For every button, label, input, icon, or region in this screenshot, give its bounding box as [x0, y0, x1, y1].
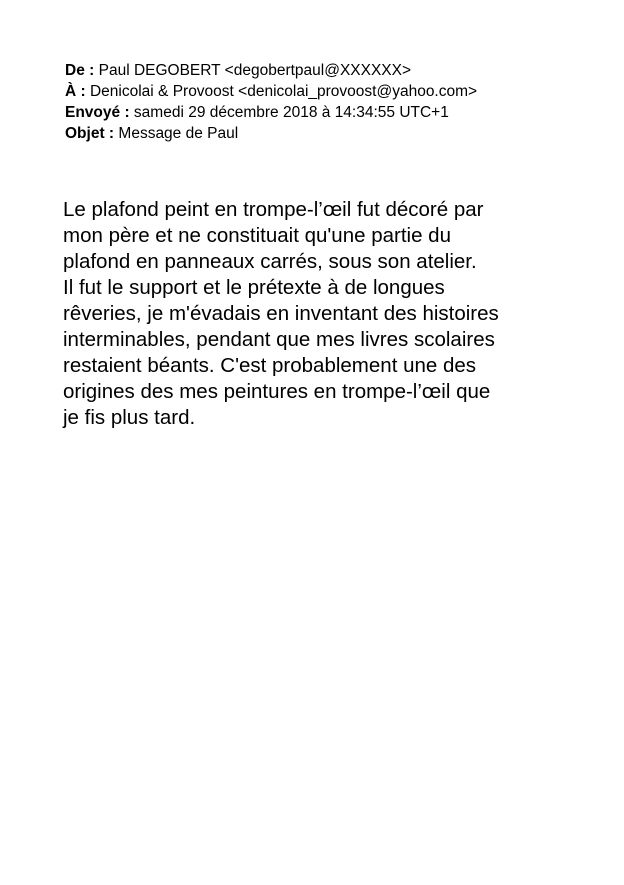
subject-line — [65, 123, 605, 144]
subject-value: Message de Paul — [118, 125, 239, 142]
body-line: origines des mes peintures en trompe-l’œil que — [63, 380, 491, 403]
to-label: À : — [65, 83, 86, 100]
email-body — [63, 197, 563, 431]
body-line: interminables, pendant que mes livres scolaires — [63, 328, 495, 351]
body-line: Le plafond peint en trompe-l’œil fut décoré par — [63, 198, 484, 221]
to-line — [65, 81, 605, 102]
body-line: restaient béants. C'est probablement une des — [63, 354, 477, 377]
from-line — [65, 60, 605, 81]
body-line: mon père et ne constituait qu'une partie du — [63, 224, 451, 247]
sent-value: samedi 29 décembre 2018 à 14:34:55 UTC+1 — [133, 104, 449, 121]
from-value: Paul DEGOBERT <degobertpaul@XXXXXX> — [98, 62, 412, 79]
sent-line — [65, 102, 605, 123]
body-line: rêveries, je m'évadais en inventant des histoires — [63, 302, 499, 325]
body-line: Il fut le support et le prétexte à de longues — [63, 276, 445, 299]
to-value: Denicolai & Provoost <denicolai_provoost@yahoo.com> — [89, 83, 478, 100]
sent-label: Envoyé : — [65, 104, 130, 121]
email-headers — [65, 60, 605, 144]
body-line: je fis plus tard. — [63, 406, 196, 429]
from-label: De : — [65, 62, 95, 79]
subject-label: Objet : — [65, 125, 115, 142]
body-line: plafond en panneaux carrés, sous son atelier. — [63, 250, 477, 273]
